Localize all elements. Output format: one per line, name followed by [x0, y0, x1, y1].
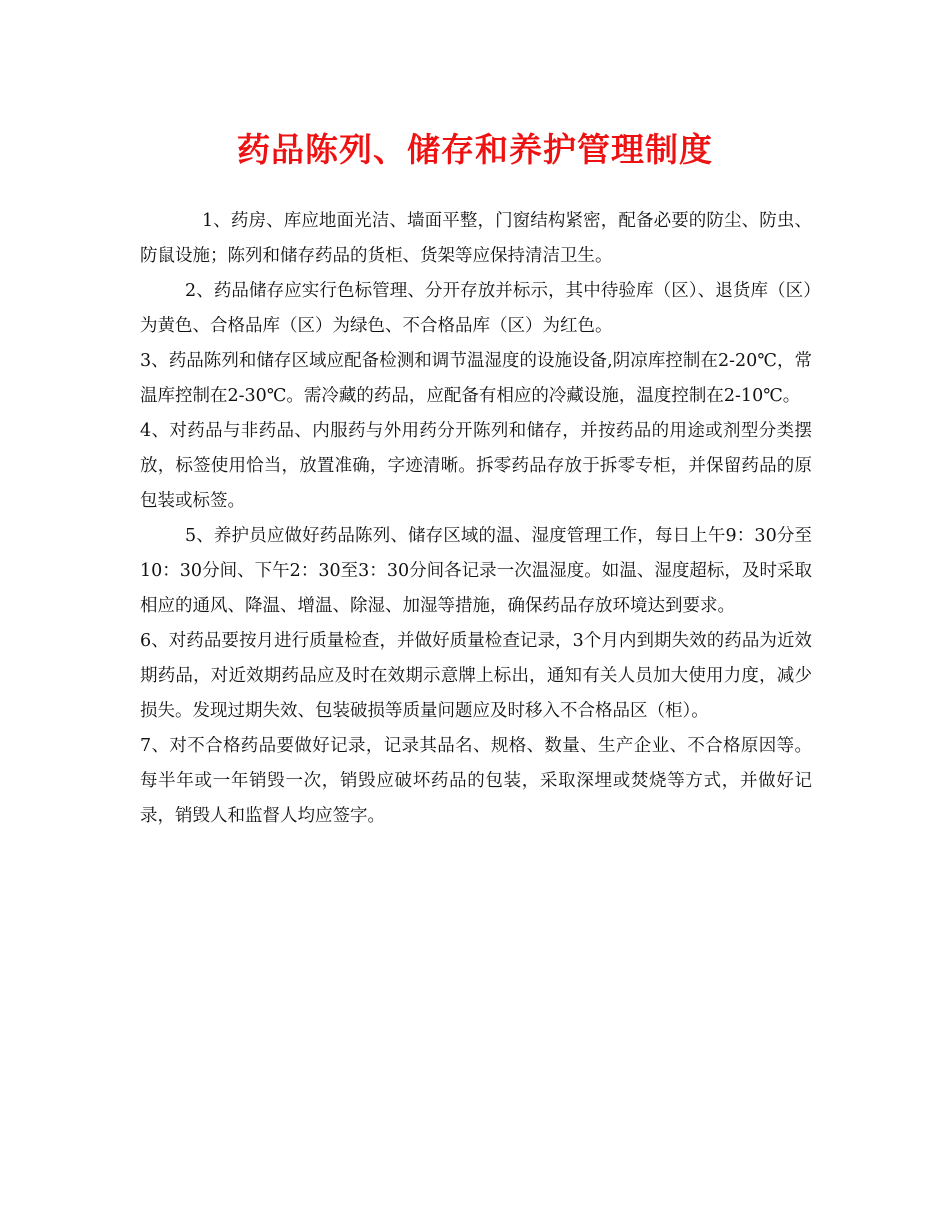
- paragraph-5: 5、养护员应做好药品陈列、储存区域的温、湿度管理工作，每日上午9：30分至10：30分间、下午2：30至3：30分间各记录一次温湿度。如温、湿度超标，及时采取相应的通风、降温、增温、除湿、加湿等措施，确保药品存放环境达到要求。: [140, 526, 812, 616]
- paragraph-6: 6、对药品要按月进行质量检查，并做好质量检查记录，3个月内到期失效的药品为近效期药品，对近效期药品应及时在效期示意牌上标出，通知有关人员加大使用力度，减少损失。发现过期失效、包装破损等质量问题应及时移入不合格品区（柜）。: [140, 631, 812, 721]
- paragraph-1: 1、药房、库应地面光洁、墙面平整，门窗结构紧密，配备必要的防尘、防虫、防鼠设施；陈列和储存药品的货柜、货架等应保持清洁卫生。: [140, 211, 812, 266]
- paragraph-3: 3、药品陈列和储存区域应配备检测和调节温湿度的设施设备,阴凉库控制在2-20℃，常温库控制在2-30℃。需冷藏的药品，应配备有相应的冷藏设施，温度控制在2-10℃。: [140, 351, 812, 406]
- document-title: 药品陈列、储存和养护管理制度: [237, 130, 713, 169]
- paragraph-7: 7、对不合格药品要做好记录，记录其品名、规格、数量、生产企业、不合格原因等。每半年或一年销毁一次，销毁应破坏药品的包装，采取深埋或焚烧等方式，并做好记录，销毁人和监督人均应签字。: [140, 736, 812, 826]
- document-body: [140, 204, 812, 834]
- paragraph-2: 2、药品储存应实行色标管理、分开存放并标示，其中待验库（区）、退货库（区）为黄色、合格品库（区）为绿色、不合格品库（区）为红色。: [140, 281, 812, 336]
- paragraph-4: 4、对药品与非药品、内服药与外用药分开陈列和储存，并按药品的用途或剂型分类摆放，标签使用恰当，放置准确，字迹清晰。拆零药品存放于拆零专柜，并保留药品的原包装或标签。: [140, 421, 812, 511]
